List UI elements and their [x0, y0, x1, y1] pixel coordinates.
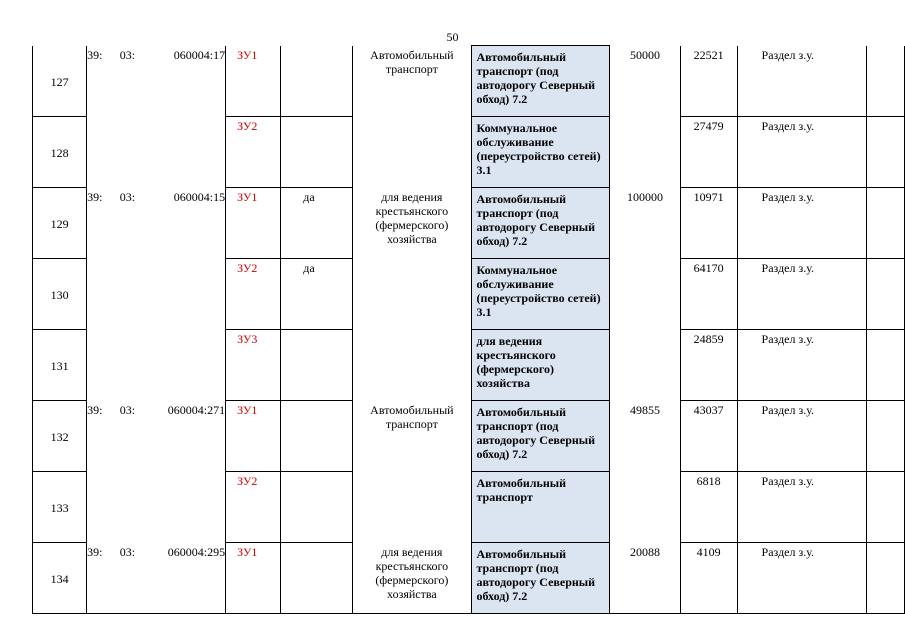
cadastral-area	[120, 472, 149, 543]
new-plot-area-text: 6818	[696, 474, 721, 488]
cadastral-district	[87, 117, 120, 188]
cadastral-district-text: 39:	[87, 189, 103, 204]
new-plot-designation	[226, 259, 281, 330]
source-plot-area	[610, 259, 680, 330]
new-plot-designation	[226, 117, 281, 188]
new-permitted-use	[471, 117, 610, 188]
empty-cell	[866, 543, 904, 614]
cadastral-block-number	[149, 401, 226, 472]
table-row	[33, 543, 905, 614]
current-permitted-use	[353, 188, 471, 259]
new-plot-area-text: 27479	[693, 119, 724, 133]
current-permitted-use	[353, 117, 471, 188]
new-plot-area	[680, 259, 737, 330]
agricultural-flag-text: да	[303, 261, 315, 275]
row-number	[33, 188, 87, 259]
agricultural-flag	[281, 188, 353, 259]
cadastral-area	[120, 117, 149, 188]
cadastral-area	[120, 188, 149, 259]
cadastral-area-text	[120, 472, 149, 474]
cadastral-block-number	[149, 117, 226, 188]
source-plot-area-text	[610, 472, 679, 474]
cadastral-block-number	[149, 188, 226, 259]
source-plot-area-text: 50000	[629, 47, 660, 62]
table-row	[33, 46, 905, 117]
current-permitted-use-text: Автомобильный транспорт	[370, 47, 454, 76]
agricultural-flag	[281, 472, 353, 543]
row-number-text: 134	[50, 572, 69, 586]
table-row	[33, 117, 905, 188]
new-plot-designation	[226, 472, 281, 543]
cadastral-block-number	[149, 46, 226, 117]
new-plot-area	[680, 401, 737, 472]
cadastral-area-text	[120, 117, 149, 119]
row-number-text: 128	[50, 146, 69, 160]
source-plot-area	[610, 401, 680, 472]
new-plot-area	[680, 46, 737, 117]
formation-method	[737, 46, 866, 117]
empty-cell	[866, 46, 904, 117]
new-plot-area-text: 10971	[693, 190, 724, 204]
current-permitted-use	[353, 543, 471, 614]
formation-method-text: Раздел з.у.	[761, 190, 815, 204]
source-plot-area	[610, 46, 680, 117]
page-number: 50	[446, 30, 459, 44]
new-plot-area-text: 24859	[693, 332, 724, 346]
cadastral-block-number-text	[149, 259, 225, 261]
agricultural-flag	[281, 543, 353, 614]
agricultural-flag	[281, 401, 353, 472]
row-number	[33, 543, 87, 614]
new-plot-designation-text: ЗУ1	[237, 545, 258, 559]
cadastral-area-text	[120, 259, 149, 261]
source-plot-area	[610, 117, 680, 188]
cadastral-area	[120, 401, 149, 472]
current-permitted-use	[353, 46, 471, 117]
new-permitted-use-text: Автомобильный транспорт (под автодорогу Северный обход) 7.2	[476, 192, 596, 248]
cadastral-district	[87, 188, 120, 259]
empty-cell	[866, 117, 904, 188]
agricultural-flag-text	[303, 401, 352, 403]
formation-method	[737, 330, 866, 401]
cadastral-area	[120, 330, 149, 401]
agricultural-flag-text	[303, 472, 352, 474]
cadastral-district-text	[87, 330, 120, 332]
land-plots-table	[32, 45, 905, 614]
cadastral-district-text	[87, 259, 120, 261]
new-plot-area	[680, 543, 737, 614]
cadastral-district	[87, 259, 120, 330]
source-plot-area-text	[610, 259, 679, 261]
cadastral-block-number	[149, 259, 226, 330]
current-permitted-use	[353, 472, 471, 543]
cadastral-block-number-text: 060004:271	[167, 402, 226, 417]
row-number-text: 127	[50, 74, 69, 89]
cadastral-area	[120, 46, 149, 117]
empty-cell	[866, 259, 904, 330]
formation-method	[737, 472, 866, 543]
cadastral-block-number-text	[149, 472, 225, 474]
cadastral-area-text	[120, 330, 149, 332]
current-permitted-use-text: Автомобильный транспорт	[370, 402, 454, 431]
new-plot-designation	[226, 330, 281, 401]
current-permitted-use-text: для ведения крестьянского (фермерского) хозяйства	[375, 189, 449, 246]
cadastral-district-text: 39:	[87, 544, 103, 559]
row-number-text: 130	[50, 288, 69, 302]
source-plot-area-text: 20088	[629, 544, 660, 559]
cadastral-area-text: 03:	[119, 189, 136, 204]
formation-method	[737, 543, 866, 614]
formation-method	[737, 188, 866, 259]
new-permitted-use	[471, 330, 610, 401]
source-plot-area-text: 49855	[629, 402, 660, 417]
formation-method-text: Раздел з.у.	[761, 119, 815, 133]
new-plot-designation	[226, 46, 281, 117]
new-permitted-use	[471, 543, 610, 614]
current-permitted-use-text	[353, 117, 470, 119]
source-plot-area	[610, 472, 680, 543]
row-number-text: 132	[50, 430, 69, 444]
current-permitted-use-text	[353, 472, 470, 474]
cadastral-area-text: 03:	[119, 47, 136, 62]
cadastral-block-number-text: 060004:15	[173, 189, 226, 204]
cadastral-block-number-text: 060004:295	[167, 544, 226, 559]
row-number	[33, 46, 87, 117]
new-plot-designation	[226, 401, 281, 472]
agricultural-flag-text: да	[303, 190, 315, 204]
new-plot-designation-text: ЗУ2	[237, 474, 258, 488]
row-number	[33, 401, 87, 472]
current-permitted-use-text	[353, 259, 470, 261]
cadastral-district	[87, 330, 120, 401]
new-plot-designation-text: ЗУ1	[237, 403, 258, 417]
new-permitted-use-text: для ведения крестьянского (фермерского) хозяйства	[476, 334, 556, 390]
formation-method-text: Раздел з.у.	[761, 545, 815, 559]
cadastral-block-number	[149, 472, 226, 543]
cadastral-district	[87, 401, 120, 472]
row-number	[33, 117, 87, 188]
row-number-text: 131	[50, 359, 69, 373]
new-plot-area-text: 43037	[693, 403, 724, 417]
current-permitted-use	[353, 401, 471, 472]
agricultural-flag-text	[303, 543, 352, 545]
cadastral-area-text: 03:	[119, 402, 136, 417]
source-plot-area	[610, 330, 680, 401]
agricultural-flag	[281, 330, 353, 401]
new-plot-designation-text: ЗУ3	[237, 332, 258, 346]
new-permitted-use	[471, 46, 610, 117]
formation-method-text: Раздел з.у.	[761, 261, 815, 275]
source-plot-area	[610, 188, 680, 259]
agricultural-flag-text	[303, 117, 352, 119]
new-plot-area-text: 4109	[696, 545, 721, 559]
cadastral-area-text: 03:	[119, 544, 136, 559]
empty-cell	[866, 401, 904, 472]
current-permitted-use	[353, 259, 471, 330]
cadastral-block-number-text: 060004:17	[173, 47, 226, 62]
new-plot-designation-text: ЗУ2	[237, 119, 258, 133]
new-permitted-use-text: Автомобильный транспорт	[476, 476, 567, 504]
agricultural-flag	[281, 259, 353, 330]
empty-cell	[866, 188, 904, 259]
new-plot-area-text: 64170	[693, 261, 724, 275]
source-plot-area-text: 100000	[626, 189, 663, 204]
agricultural-flag	[281, 46, 353, 117]
source-plot-area	[610, 543, 680, 614]
new-plot-designation-text: ЗУ1	[237, 47, 258, 62]
row-number-text: 133	[50, 501, 69, 515]
cadastral-block-number-text	[149, 117, 225, 119]
agricultural-flag	[281, 117, 353, 188]
cadastral-district	[87, 543, 120, 614]
new-plot-area	[680, 117, 737, 188]
row-number-text: 129	[50, 217, 69, 231]
table-row	[33, 259, 905, 330]
new-permitted-use	[471, 188, 610, 259]
formation-method-text: Раздел з.у.	[761, 47, 815, 62]
current-permitted-use-text: для ведения крестьянского (фермерского) хозяйства	[375, 544, 449, 601]
cadastral-district-text	[87, 472, 120, 474]
cadastral-block-number	[149, 543, 226, 614]
formation-method	[737, 259, 866, 330]
formation-method	[737, 117, 866, 188]
formation-method	[737, 401, 866, 472]
new-permitted-use	[471, 259, 610, 330]
new-permitted-use-text: Автомобильный транспорт (под автодорогу Северный обход) 7.2	[476, 405, 596, 461]
new-plot-designation-text: ЗУ1	[237, 190, 258, 204]
cadastral-district	[87, 472, 120, 543]
new-plot-area	[680, 330, 737, 401]
cadastral-district-text: 39:	[87, 402, 103, 417]
new-plot-area	[680, 472, 737, 543]
new-permitted-use-text: Автомобильный транспорт (под автодорогу Северный обход) 7.2	[476, 50, 596, 106]
empty-cell	[866, 472, 904, 543]
new-permitted-use-text: Коммунальное обслуживание (переустройство сетей) 3.1	[476, 121, 601, 177]
current-permitted-use	[353, 330, 471, 401]
new-plot-designation-text: ЗУ2	[237, 261, 258, 275]
new-permitted-use-text: Автомобильный транспорт (под автодорогу Северный обход) 7.2	[476, 547, 596, 603]
row-number	[33, 472, 87, 543]
formation-method-text: Раздел з.у.	[761, 403, 815, 417]
source-plot-area-text	[610, 117, 679, 119]
new-plot-area-text: 22521	[693, 47, 724, 62]
table-row	[33, 188, 905, 259]
cadastral-district-text: 39:	[87, 47, 103, 62]
cadastral-area	[120, 259, 149, 330]
new-permitted-use-text: Коммунальное обслуживание (переустройство сетей) 3.1	[476, 263, 601, 319]
table-row	[33, 330, 905, 401]
new-permitted-use	[471, 472, 610, 543]
new-permitted-use	[471, 401, 610, 472]
source-plot-area-text	[610, 330, 679, 332]
cadastral-block-number-text	[149, 330, 225, 332]
current-permitted-use-text	[353, 330, 470, 332]
cadastral-area	[120, 543, 149, 614]
cadastral-block-number	[149, 330, 226, 401]
row-number	[33, 259, 87, 330]
cadastral-district	[87, 46, 120, 117]
new-plot-area	[680, 188, 737, 259]
formation-method-text: Раздел з.у.	[761, 474, 815, 488]
new-plot-designation	[226, 543, 281, 614]
cadastral-district-text	[87, 117, 120, 119]
new-plot-designation	[226, 188, 281, 259]
agricultural-flag-text	[303, 46, 352, 48]
row-number	[33, 330, 87, 401]
table-row	[33, 472, 905, 543]
empty-cell	[866, 330, 904, 401]
formation-method-text: Раздел з.у.	[761, 332, 815, 346]
table-row	[33, 401, 905, 472]
agricultural-flag-text	[303, 330, 352, 332]
